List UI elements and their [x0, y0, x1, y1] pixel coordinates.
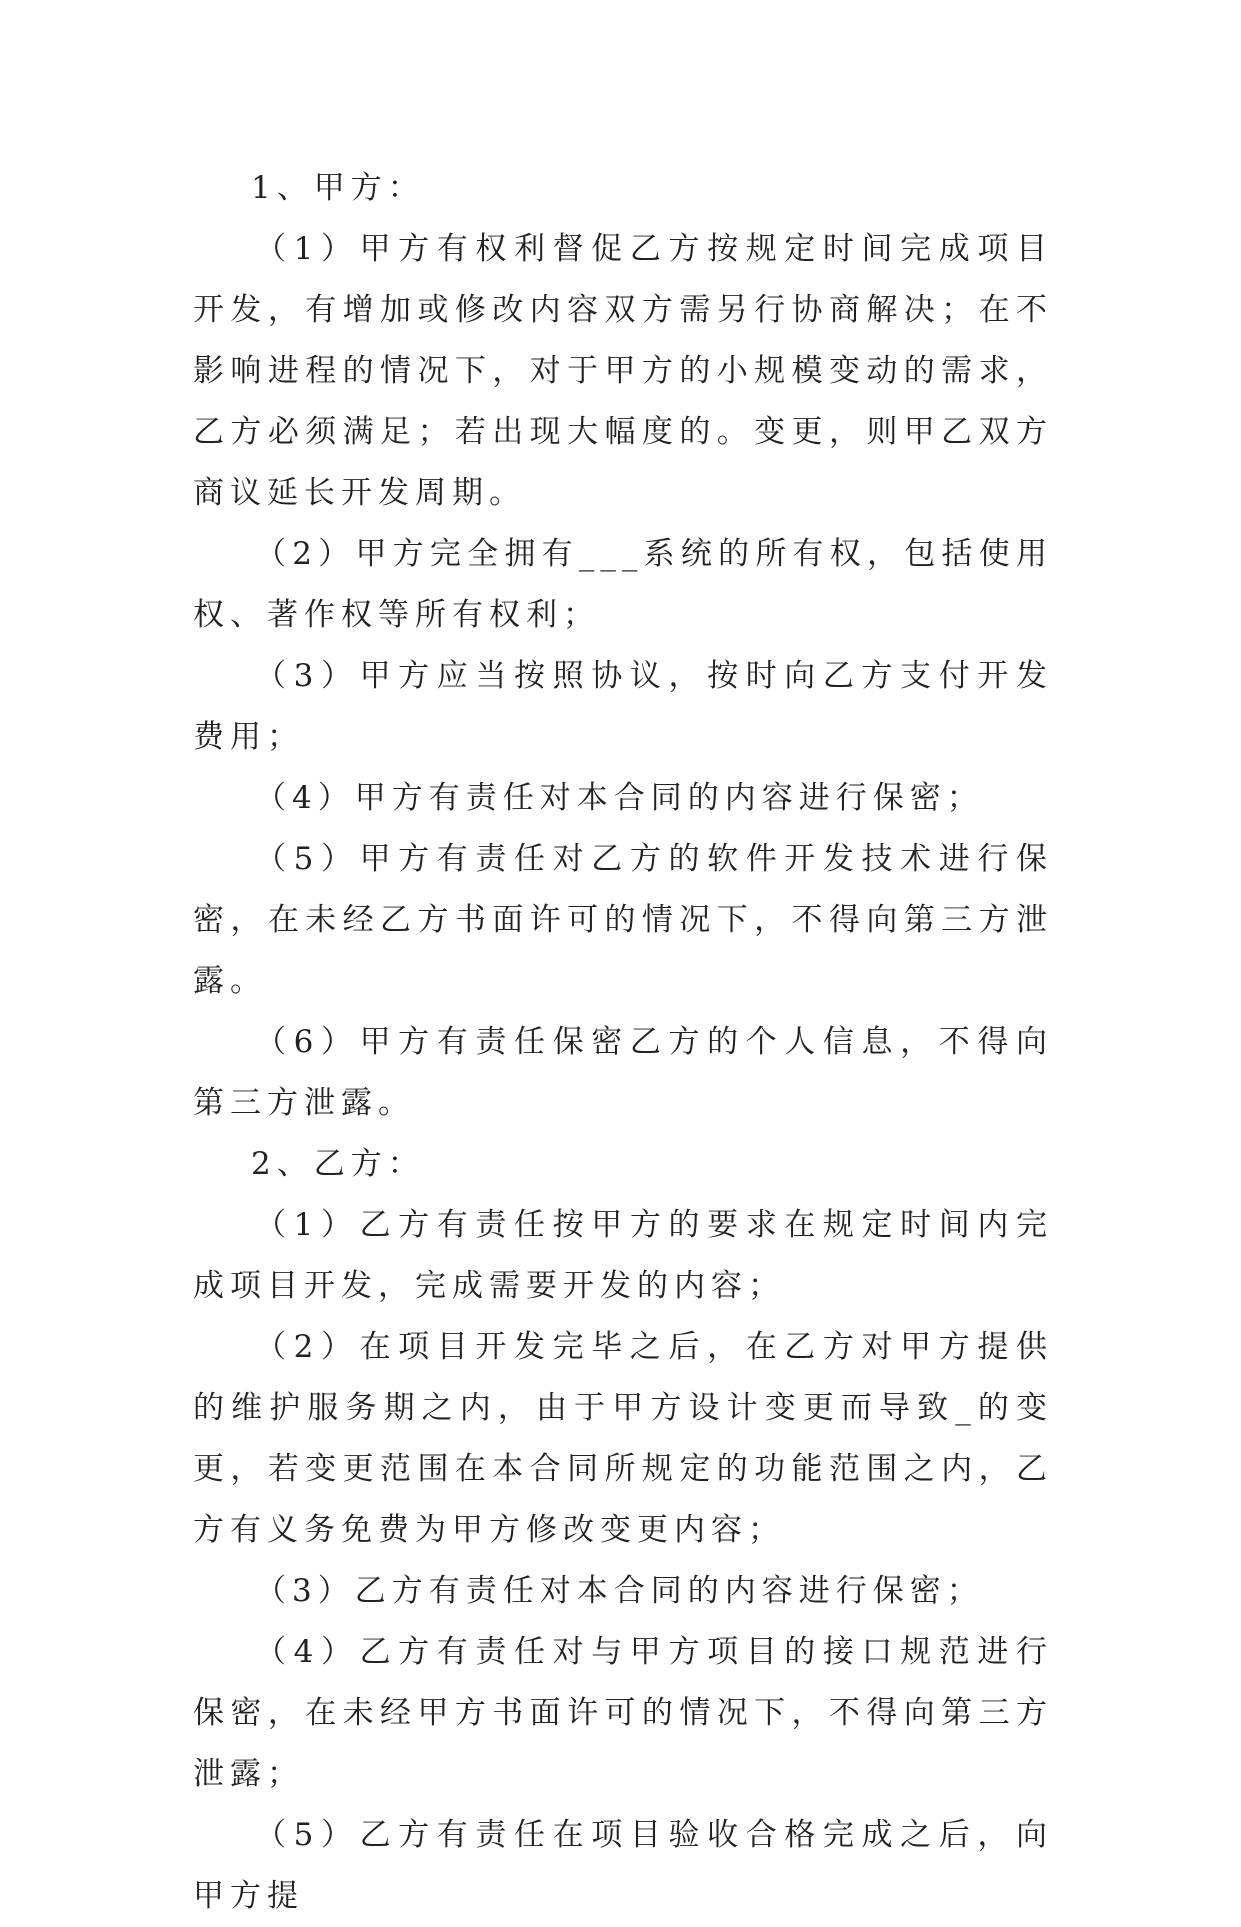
section-heading-party-b: 2、乙方：: [251, 1146, 425, 1182]
clause-party-a-4: （4）甲方有责任对本合同的内容进行保密；: [255, 780, 984, 816]
clause-party-a-2: （2）甲方完全拥有___系统的所有权，包括使用权、著作权等所有权利；: [193, 536, 1053, 633]
clause-party-a-1: （1）甲方有权利督促乙方按规定时间完成项目开发，有增加或修改内容双方需另行协商解决；在不影响进程的情况下，对于甲方的小规模变动的需求，乙方必须满足；若出现大幅度的。变更，则甲乙双方商议延长开发周期。: [193, 231, 1053, 511]
section-heading-party-a: 1、甲方：: [251, 170, 425, 206]
clause-party-a-5: （5）甲方有责任对乙方的软件开发技术进行保密，在未经乙方书面许可的情况下，不得向第三方泄露。: [193, 841, 1053, 999]
clause-party-b-2: （2）在项目开发完毕之后，在乙方对甲方提供的维护服务期之内，由于甲方设计变更而导致_的变更，若变更范围在本合同所规定的功能范围之内，乙方有义务免费为甲方修改变更内容；: [193, 1329, 1053, 1548]
clause-party-b-4: （4）乙方有责任对与甲方项目的接口规范进行保密，在未经甲方书面许可的情况下，不得向第三方泄露；: [193, 1634, 1053, 1792]
clause-party-b-5: （5）乙方有责任在项目验收合格完成之后，向甲方提: [193, 1817, 1053, 1914]
clause-party-b-3: （3）乙方有责任对本合同的内容进行保密；: [255, 1573, 984, 1609]
clause-party-a-3: （3）甲方应当按照协议，按时向乙方支付开发费用；: [193, 658, 1053, 755]
clause-party-b-1: （1）乙方有责任按甲方的要求在规定时间内完成项目开发，完成需要开发的内容；: [193, 1207, 1053, 1304]
document-body: [193, 158, 1053, 1927]
clause-party-a-6: （6）甲方有责任保密乙方的个人信息，不得向第三方泄露。: [193, 1024, 1053, 1121]
